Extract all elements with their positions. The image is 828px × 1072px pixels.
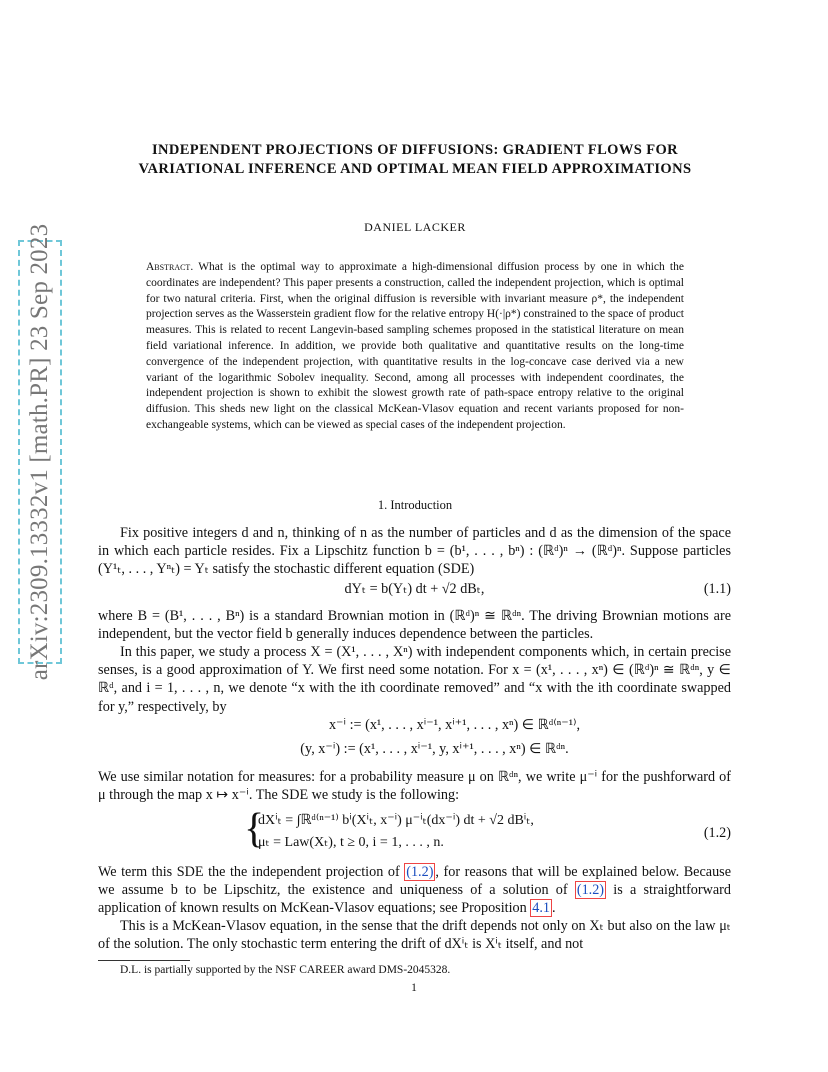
footnote: D.L. is partially supported by the NSF CAREER award DMS-2045328. (120, 964, 451, 976)
section-heading: 1. Introduction (377, 498, 453, 512)
ref-eq-1-2-link-2[interactable]: (1.2) (576, 882, 605, 899)
paragraph-5: We term this SDE the the independent projection of (1.2) , for reasons that will be explained below. Because we assume b to be Lipschitz, the existence and uniqueness of a solution of (1.2) is a straightforward application of known results on McKean-Vlasov equations; see Proposition 4.1 . (98, 864, 731, 917)
equation-1-2-row-2: μₜ = Law(Xₜ), t ≥ 0, i = 1, . . . , n. (258, 835, 444, 850)
abstract-text: What is the optimal way to approximate a high-dimensional diffusion process by one in which the coordinates are independent? This paper presents a construction, called the independent projection, which is optimal for two natural criteria. First, when the original diffusion is reversible with invariant measure ρ*, the independent projection serves as the Wasserstein gradient flow for the relative entropy H(·|ρ*) constrained to the space of product measures. This is related to recent Langevin-based sampling schemes proposed in the statistical literature on mean field variational inference. In addition, we provide both qualitative and quantitative results on the long-time convergence of the independent projection, with quantitative results in the log-concave case derived via a new variant of the logarithmic Sobolev inequality. Second, among all processes with independent coordinates, the independent projection is shown to exhibit the slowest growth rate of path-space entropy relative to the original diffusion. This sheds new light on the classical McKean-Vlasov equation and recent variants proposed for non-exchangeable systems, which can be viewed as special cases of the independent projection. (146, 261, 684, 431)
ref-prop-4-1-link[interactable]: 4.1 (532, 900, 550, 917)
paragraph-5-part-b: , for reasons that will be explained below. Because we assume b to be Lipschitz, the existence and uniqueness of a solution of (98, 864, 731, 899)
page-number: 1 (411, 982, 417, 994)
paragraph-5-part-a: We term this SDE the the independent projection of (98, 864, 405, 880)
arxiv-stamp (18, 223, 62, 681)
notation-2: (y, x⁻ⁱ) := (x¹, . . . , xⁱ⁻¹, y, xⁱ⁺¹, . . . , xⁿ) ∈ ℝᵈⁿ. (300, 741, 569, 757)
paragraph-6: This is a McKean-Vlasov equation, in the sense that the drift depends not only on Xₜ but also on the law μₜ of the solution. The only stochastic term entering the drift of dXⁱₜ is Xⁱₜ itself, and not (98, 918, 731, 953)
notation-1: x⁻ⁱ := (x¹, . . . , xⁱ⁻¹, xⁱ⁺¹, . . . , xⁿ) ∈ ℝᵈ⁽ⁿ⁻¹⁾, (328, 717, 581, 733)
paragraph-4: We use similar notation for measures: for a probability measure μ on ℝᵈⁿ, we write μ⁻ⁱ for the pushforward of μ through the map x ↦ x⁻ⁱ. The SDE we study is the following: (98, 769, 731, 804)
equation-1-1-body: dYₜ = b(Yₜ) dt + √2 dBₜ, (344, 581, 485, 597)
equation-1-2-row-1: dXⁱₜ = ∫ℝᵈ⁽ⁿ⁻¹⁾ bⁱ(Xⁱₜ, x⁻ⁱ) μ⁻ⁱₜ(dx⁻ⁱ) dt + √2 dBⁱₜ, (258, 813, 534, 828)
equation-1-2-number: (1.2) (703, 825, 731, 841)
left-brace: { (244, 806, 265, 852)
abstract (146, 260, 684, 434)
ref-eq-1-2-link[interactable]: (1.2) (406, 864, 434, 880)
paragraph-1: Fix positive integers d and n, thinking of n as the number of particles and d as the dimension of the space in which each particle resides. Fix a Lipschitz function b = (b¹, . . . , bⁿ) : (ℝᵈ)ⁿ → (ℝᵈ)ⁿ. Suppose particles (Y¹ₜ, . . . , Yⁿₜ) = Yₜ satisfy the stochastic different equation (SDE) (98, 525, 731, 578)
footnote-rule (98, 960, 190, 961)
author-name: DANIEL LACKER (364, 220, 466, 234)
paper-title: INDEPENDENT PROJECTIONS OF DIFFUSIONS: GRADIENT FLOWS FOR VARIATIONAL INFERENCE AND OPTIMAL MEAN FIELD APPROXIMATIONS (138, 142, 692, 177)
paragraph-3: In this paper, we study a process X = (X¹, . . . , Xⁿ) with independent components which, in certain precise senses, is a good approximation of Y. We first need some notation. For x = (x¹, . . . , xⁿ) ∈ (ℝᵈ)ⁿ ≅ ℝᵈⁿ, y ∈ ℝᵈ, and i = 1, . . . , n, we denote “x with the ith coordinate removed” and “x with the ith coordinate swapped for y,” respectively, by (98, 644, 731, 715)
arxiv-stamp-text: arXiv:2309.13332v1 [math.PR] 23 Sep 2023 (26, 223, 53, 681)
abstract-label: Abstract. (146, 261, 194, 273)
paragraph-5-part-c: is a straightforward application of known results on McKean-Vlasov equations; see Proposition (98, 882, 731, 917)
equation-1-1-number: (1.1) (703, 581, 731, 597)
paragraph-2: where B = (B¹, . . . , Bⁿ) is a standard Brownian motion in (ℝᵈ)ⁿ ≅ ℝᵈⁿ. The driving Brownian motions are independent, but the vector field b generally induces dependence between the particles. (98, 608, 731, 643)
